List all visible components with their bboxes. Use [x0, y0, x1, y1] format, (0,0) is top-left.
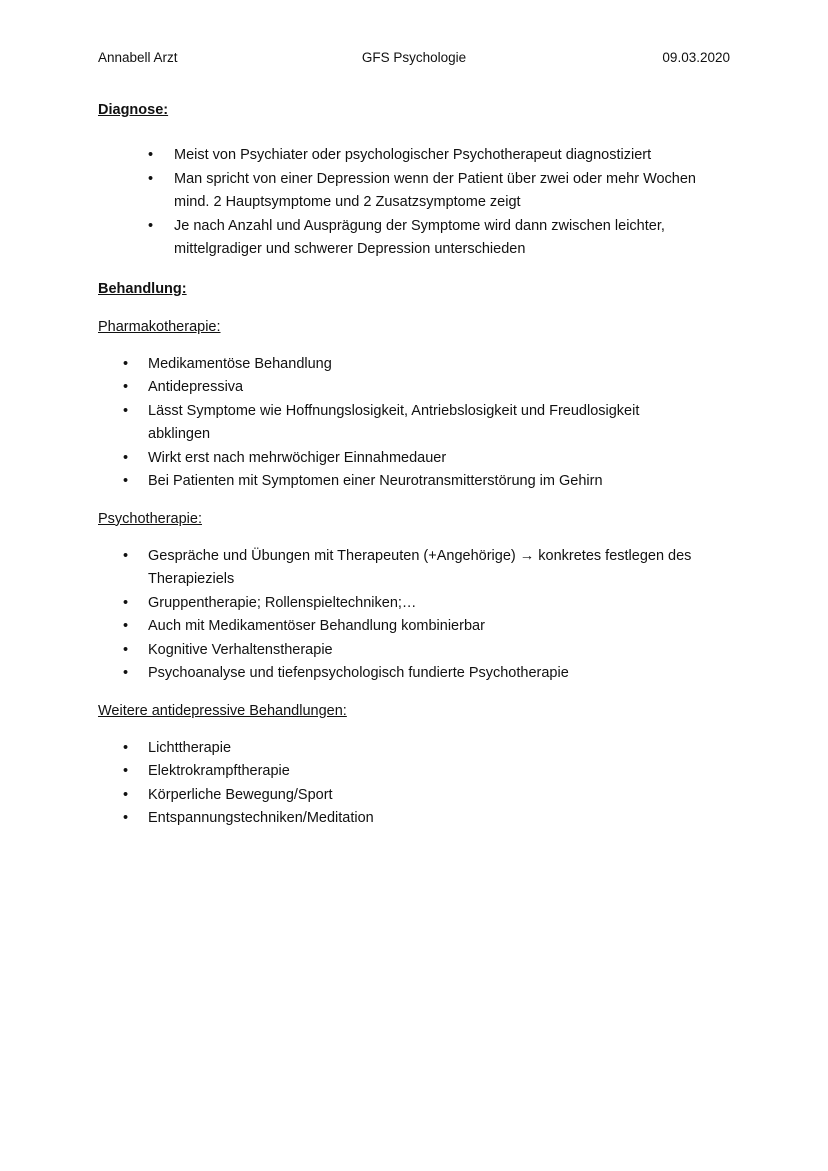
header-author: Annabell Arzt	[98, 50, 178, 65]
bullet-icon: •	[123, 449, 129, 466]
list-item: • Man spricht von einer Depression wenn der Patient über zwei oder mehr Wochen mind. 2 Hauptsymptome und 2 Zusatzsymptome zeigt	[98, 168, 738, 215]
bullet-icon: •	[148, 217, 154, 234]
page-header	[98, 50, 730, 70]
list-item: • Gespräche und Übungen mit Therapeuten (+Angehörige) → konkretes festlegen des Therapieziels	[98, 545, 738, 592]
psycho-list	[98, 545, 738, 686]
bullet-icon: •	[123, 810, 129, 826]
bullet-icon: •	[123, 739, 129, 756]
list-item: • Elektrokrampftherapie	[98, 760, 738, 784]
bullet-icon: •	[123, 618, 129, 634]
bullet-icon: •	[123, 379, 129, 395]
list-item: • Antidepressiva	[98, 376, 678, 400]
weitere-heading: Weitere antidepressive Behandlungen:	[98, 702, 347, 719]
weitere-list	[98, 737, 738, 831]
bullet-icon: •	[123, 641, 129, 658]
list-item: • Körperliche Bewegung/Sport	[98, 784, 738, 808]
list-item: • Kognitive Verhaltenstherapie	[98, 639, 738, 663]
psycho-heading: Psychotherapie:	[98, 510, 202, 527]
pharma-heading: Pharmakotherapie:	[98, 318, 221, 335]
diagnose-list	[98, 144, 738, 262]
list-item: • Medikamentöse Behandlung	[98, 353, 678, 377]
document-body	[98, 100, 738, 831]
behandlung-heading: Behandlung:	[98, 280, 187, 297]
bullet-icon: •	[148, 170, 154, 187]
bullet-icon: •	[123, 665, 129, 681]
header-title: GFS Psychologie	[361, 50, 467, 65]
bullet-icon: •	[123, 594, 129, 611]
bullet-icon: •	[123, 473, 129, 489]
list-item: • Bei Patienten mit Symptomen einer Neurotransmitterstörung im Gehirn	[98, 470, 678, 494]
bullet-icon: •	[148, 147, 154, 163]
list-item: • Je nach Anzahl und Ausprägung der Symptome wird dann zwischen leichter, mittelgradiger und schwerer Depression unterschieden	[98, 215, 738, 262]
list-item: • Meist von Psychiater oder psychologischer Psychotherapeut diagnostiziert	[98, 144, 738, 168]
bullet-icon: •	[123, 547, 129, 564]
pharma-list	[98, 353, 738, 494]
bullet-icon: •	[123, 763, 129, 779]
header-date: 09.03.2020	[662, 50, 730, 65]
bullet-icon: •	[123, 355, 129, 372]
list-item: • Psychoanalyse und tiefenpsychologisch fundierte Psychotherapie	[98, 662, 738, 686]
list-item: • Lichttherapie	[98, 737, 738, 761]
bullet-icon: •	[123, 786, 129, 803]
list-item: • Lässt Symptome wie Hoffnungslosigkeit, Antriebslosigkeit und Freudlosigkeit abklingen	[98, 400, 678, 447]
list-item: • Entspannungstechniken/Meditation	[98, 807, 738, 831]
list-item: • Gruppentherapie; Rollenspieltechniken;…	[98, 592, 738, 616]
bullet-icon: •	[123, 402, 129, 419]
list-item: • Auch mit Medikamentöser Behandlung kombinierbar	[98, 615, 738, 639]
list-item: • Wirkt erst nach mehrwöchiger Einnahmedauer	[98, 447, 678, 471]
diagnose-heading: Diagnose:	[98, 102, 169, 118]
